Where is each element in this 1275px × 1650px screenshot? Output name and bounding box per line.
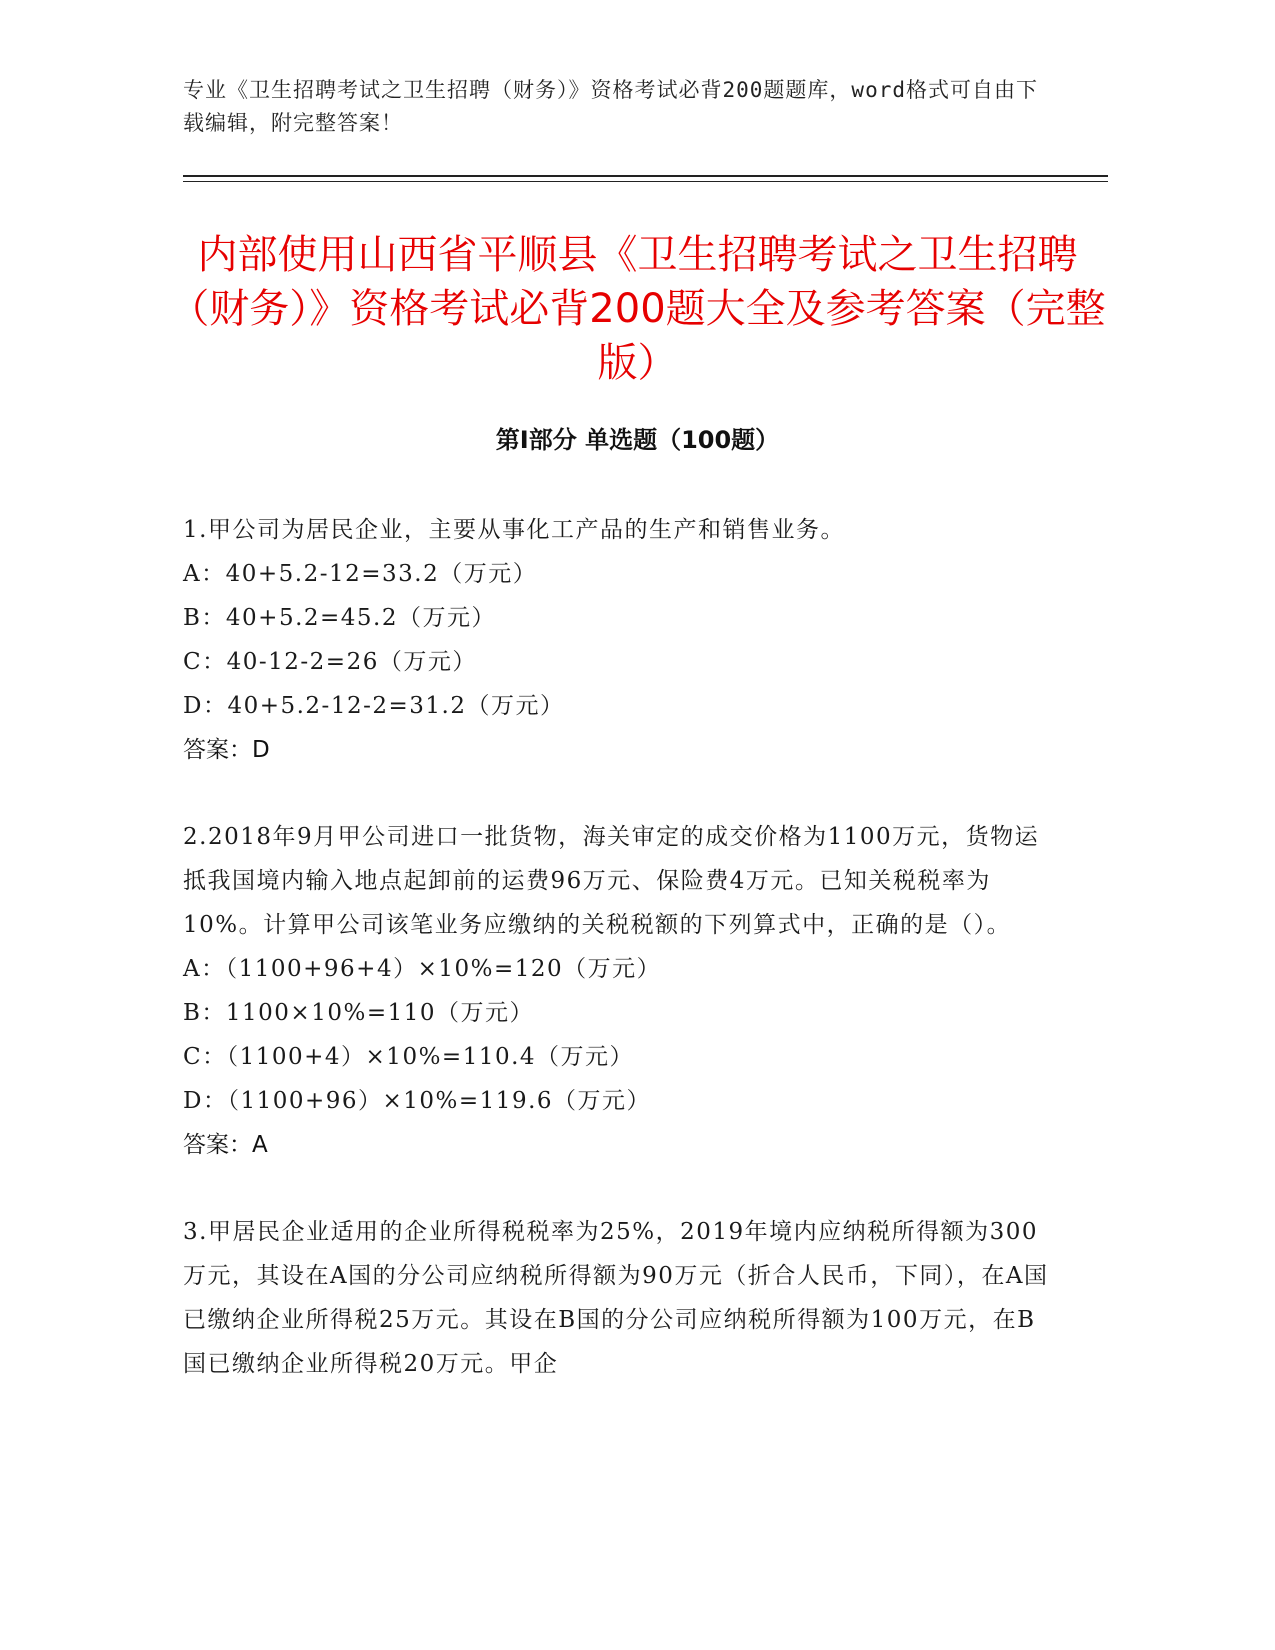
question-item-2 <box>183 815 1055 1167</box>
document-title: 内部使用山西省平顺县《卫生招聘考试之卫生招聘（财务）》资格考试必背200题大全及参考答案（完整版） <box>169 232 1106 386</box>
option-c: C：40-12-2=26（万元） <box>183 649 477 675</box>
option-b: B：40+5.2=45.2（万元） <box>183 605 496 631</box>
option-d: D：（1100+96）×10%=119.6（万元） <box>183 1088 652 1114</box>
section-title: 第Ⅰ部分 单选题（100题） <box>495 426 780 454</box>
header-divider-thick <box>183 175 1108 177</box>
answer-line: 答案：A <box>183 1132 268 1158</box>
option-b: B：1100×10%=110（万元） <box>183 1000 534 1026</box>
question-stem: 1.甲公司为居民企业，主要从事化工产品的生产和销售业务。 <box>183 517 845 543</box>
header-divider-thin <box>183 181 1108 182</box>
question-list <box>183 508 1055 1429</box>
question-stem: 3.甲居民企业适用的企业所得税税率为25%，2019年境内应纳税所得额为300万元，其设在A国的分公司应纳税所得额为90万元（折合人民币，下同），在A国已缴纳企业所得税25万元。其设在B国的分公司应纳税所得额为100万元，在B国已缴纳企业所得税20万元。甲企 <box>183 1219 1049 1377</box>
question-item-3 <box>183 1210 1055 1386</box>
option-c: C：（1100+4）×10%=110.4（万元） <box>183 1044 635 1070</box>
option-a: A：（1100+96+4）×10%=120（万元） <box>183 956 662 982</box>
question-item-1 <box>183 508 1055 772</box>
answer-line: 答案：D <box>183 737 270 763</box>
header-note: 专业《卫生招聘考试之卫生招聘（财务）》资格考试必背200题题库，word格式可自由下载编辑，附完整答案！ <box>183 78 1038 135</box>
question-stem: 2.2018年9月甲公司进口一批货物，海关审定的成交价格为1100万元，货物运抵我国境内输入地点起卸前的运费96万元、保险费4万元。已知关税税率为10%。计算甲公司该笔业务应缴纳的关税税额的下列算式中，正确的是（）。 <box>183 824 1040 938</box>
option-d: D：40+5.2-12-2=31.2（万元） <box>183 693 565 719</box>
option-a: A：40+5.2-12=33.2（万元） <box>183 561 538 587</box>
